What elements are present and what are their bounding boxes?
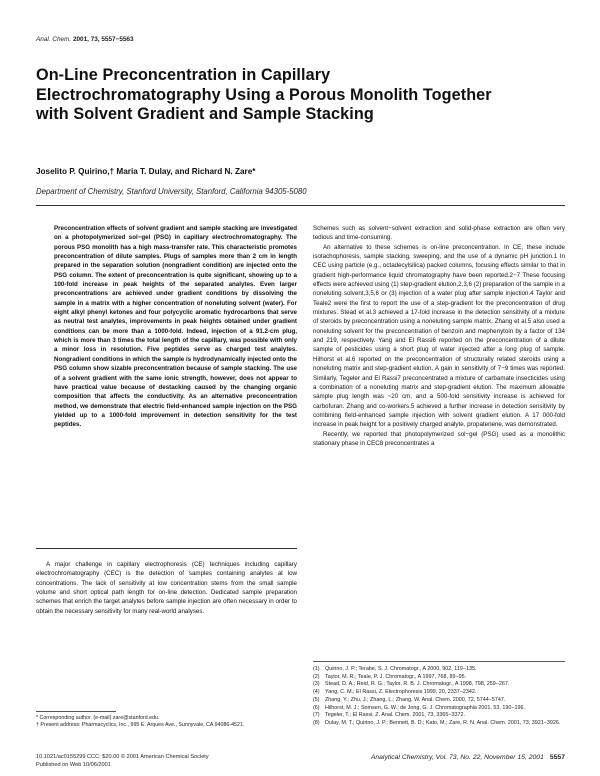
- present-address-note: † Present address: Pharmacyclics, Inc., 995 E. Arques Ave., Sunnyvale, CA 94086-4521.: [36, 722, 245, 729]
- author-list: Joselito P. Quirino,† Maria T. Dulay, and Richard N. Zare*: [36, 167, 256, 176]
- issue-info: [350, 754, 565, 761]
- footnote-divider: [36, 711, 116, 712]
- affiliation: Department of Chemistry, Stanford University, Stanford, California 94305-5080: [36, 187, 307, 196]
- doi-line: 10.1021/ac0155299 CCC: $20.00 © 2001 American Chemical Society: [36, 754, 209, 760]
- reference-item: (4) Yang, C. M.; El Rassi, Z. Electrophoresis 1999, 20, 2337−2342.: [313, 689, 477, 696]
- references-list: [313, 666, 565, 728]
- reference-item: (8) Dulay, M. T.; Quirino, J. P.; Bennett, B. D.; Kato, M.; Zare, R. N. Anal. Chem. 2001, 73, 3921−3926.: [313, 719, 561, 726]
- introduction: [36, 560, 297, 616]
- reference-item: (6) Hilhorst, M. J.; Somsen, G. W.; de Jong, G. J. Chromatographia 2001, 53, 190−196.: [313, 704, 526, 711]
- footnotes: [36, 715, 297, 730]
- abstract-text: Preconcentration effects of solvent gradient and sample stacking are investigated on a photopolymerized sol−gel (PSG) in capillary electrochromatography. The porous PSG monolith has a high mass-transfer rate. This characteristic promotes preconcentration of dilute samples. Plugs of samples more than 2 cm in length prepared in the separation solution (nongradient condition) are injected onto the PSG column. The extent of preconcentration is quite significant, showing up to a 100-fold increase in peak heights of the separated analytes. Even larger preconcentrations are achieved under gradient conditions by dissolving the sample in a matrix with a higher concentration of noneluting solvent (water). For eight alkyl phenyl ketones and four polycyclic aromatic hydrocarbons that serve as neutral test analytes, improvements in peak heights obtained under gradient conditions can be more than a 1000-fold. Indeed, injection of a 91.2-cm plug, which is more than 3 times the total length of the capillary, was possible with only a minor loss in resolution. Five peptides serve as charged test analytes. Nongradient conditions in which the sample is hydrodynamically injected onto the PSG column show sizable preconcentration because of sample stacking. The use of a solvent gradient with the same ionic strength, however, does not appear to have practical value because of destacking caused by the changing organic composition that affects the conductivity. As an alternative preconcentration method, we demonstrate that electric field-enhanced sample injection on the PSG yielded up to a 1000-fold improvement in detection sensitivity for the test peptides.: [54, 225, 297, 429]
- reference-item: (3) Stead, D. A.; Reid, R. G.; Taylor, R. B. J. Chromatogr., A 1998, 798, 259−267.: [313, 681, 510, 688]
- journal-name: Anal. Chem.: [36, 36, 72, 43]
- right-column: [313, 224, 565, 448]
- paragraph-2: An alternative to these schemes is on-line preconcentration. In CE, these include isotachophoresis, sample stacking, sweeping, and the use of a dynamic pH junction.1 In CEC using particle (e.g., octadecylsilica) packed columns, focusing effects similar to that in gradient high-performance liquid chromatography have been reported.2−7 These focusing effects were achieved using (1) step-gradient elution,2,3,6 (2) preparation of the sample in a noneluting solvent,3,5,6 or (3) injection of a water plug after sample injection.4 Taylor and Teale2 were the first to report the use of a step-gradient for the preconcentration of drug mixtures. Stead et al.3 achieved a 17-fold increase in the detection sensitivity of a mixture of steroids by preconcentration using a noneluting sample matrix. Zhang et al.5 also used a noneluting solvent for the preconcentration of benzoin and mephenytoin by a factor of 134 and 219, respectively. Yang and El Rassi6 reported on the preconcentration of a dilute sample of pesticides using a short plug of water injected after a long plug of sample. Hilhorst et al.6 reported on the preconcentration of structurally related steroids using a noneluting matrix and step-gradient elution. A gain in sensitivity of 7−9 times was reported. Similarly, Tegeler and El Rassi7 preconcentrated a mixture of carbamate insecticides using a combination of a noneluting matrix and step-gradient elution. The maximum allowable sample plug length was ~20 cm, and a 500-fold sensitivity increase is achieved for carbofuran. Zhang and co-workers.5 achieved a further increase in detection sensitivity by combining field-enhanced sample injection with solvent gradient elution. A 17 000-fold increase in peak height for a positively charged analyte, propatenene, was demonstrated.: [313, 243, 565, 429]
- references-divider: [313, 661, 565, 662]
- journal-citation: [36, 36, 134, 43]
- corresponding-author-note: * Corresponding author. (e-mail) zare@stanford.edu.: [36, 715, 160, 721]
- reference-item: (5) Zhang, Y.; Zhu, J.; Zhang, L.; Zhang, W. Anal. Chem. 2000, 72, 5744−5747.: [313, 696, 506, 703]
- intro-paragraph: A major challenge in capillary electrophoresis (CE) techniques including capillary electrochromatography (CEC) is the detection of samples containing analytes at low concentrations. The lack of sensitivity at low concentration stems from the small sample volume and short optical path length for on-line detection. Dedicated sample preparation schemes that enrich the target analytes before sample injection are often necessary in order to obtain the necessary sensitivity for many real-world analyses.: [36, 561, 297, 615]
- paragraph-1: Schemes such as solvent−solvent extraction and solid-phase extraction are often very tedious and time-consuming.: [313, 225, 565, 242]
- reference-item: (2) Taylor, M. R.; Teale, P. J. Chromatogr., A 1997, 768, 89−95.: [313, 673, 467, 680]
- header-divider: [36, 205, 565, 206]
- published-date: Published on Web 10/06/2001: [36, 761, 111, 768]
- reference-item: (7) Tegeler, T.; El Rassi, Z. Anal. Chem. 2001, 73, 3365−3372.: [313, 712, 465, 719]
- paragraph-3: Recently, we reported that photopolymerized sol−gel (PSG) used as a monolithic stationary phase in CEC8 preconcentrates a: [313, 430, 565, 447]
- abstract-divider: [36, 548, 297, 549]
- publication-info: [36, 754, 209, 769]
- reference-item: (1) Quirino, J. P.; Terabe, S. J. Chromatogr., A 2000, 902, 119−135.: [313, 666, 477, 672]
- page-number: 5557: [549, 754, 565, 761]
- article-title: On-Line Preconcentration in Capillary Electrochromatography Using a Porous Monolith Together with Solvent Gradient and Sample Stacking: [36, 66, 492, 124]
- issue-line: Analytical Chemistry, Vol. 73, No. 22, November 15, 2001: [370, 754, 544, 761]
- abstract: [54, 224, 297, 430]
- citation-numbers: 2001, 73, 5557−5563: [72, 36, 134, 43]
